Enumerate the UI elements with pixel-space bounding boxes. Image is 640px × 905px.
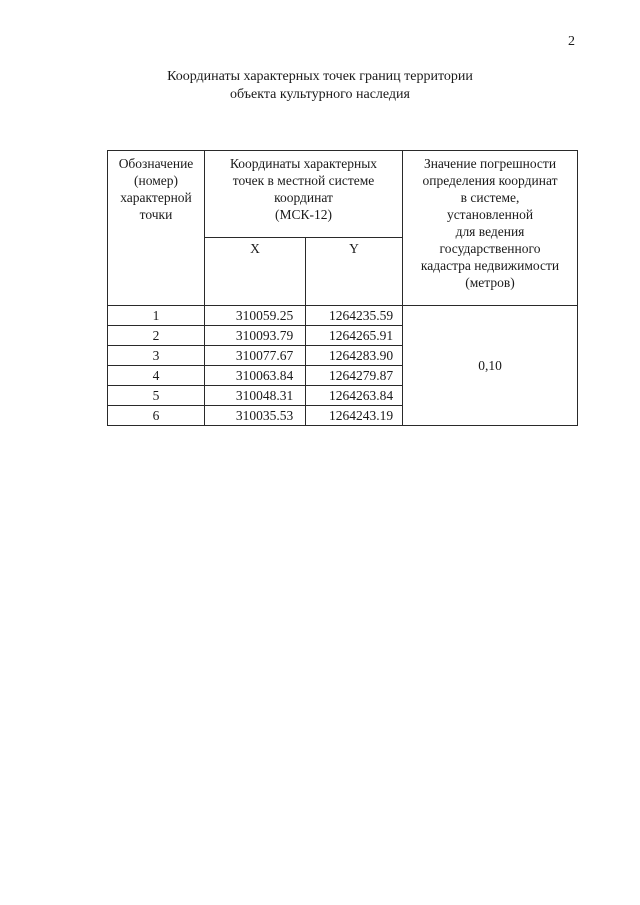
header-error-line: (метров) — [465, 275, 515, 290]
coord-x: 310059.25 — [205, 306, 306, 326]
coord-x: 310077.67 — [205, 346, 306, 366]
header-error-line: в системе, — [460, 190, 520, 205]
table-row — [108, 306, 578, 326]
header-error-line: кадастра недвижимости — [420, 258, 560, 273]
header-error-line: определения координат — [422, 173, 558, 188]
point-number: 2 — [108, 326, 205, 346]
header-x: X — [205, 238, 306, 306]
point-number: 3 — [108, 346, 205, 366]
header-point-line: точки — [139, 207, 173, 222]
header-error-line: для ведения — [455, 224, 525, 239]
header-row — [108, 151, 578, 238]
point-number: 5 — [108, 386, 205, 406]
header-error-line: Значение погрешности — [423, 156, 557, 171]
point-number: 6 — [108, 406, 205, 426]
header-coords-line: координат — [274, 190, 333, 205]
coord-y: 1264263.84 — [306, 386, 403, 406]
page-number: 2 — [568, 34, 575, 49]
document-title — [0, 68, 640, 104]
header-error-line: государственного — [439, 241, 541, 256]
header-y: Y — [306, 238, 403, 306]
header-point-line: Обозначение — [118, 156, 194, 171]
header-coords-line: точек в местной системе — [232, 173, 375, 188]
header-coords-line: (МСК-12) — [275, 207, 332, 222]
header-point-line: (номер) — [134, 173, 178, 188]
header-point-designation — [108, 151, 205, 306]
coord-y: 1264243.19 — [306, 406, 403, 426]
coord-y: 1264283.90 — [306, 346, 403, 366]
point-number: 1 — [108, 306, 205, 326]
header-point-line: характерной — [120, 190, 192, 205]
coord-x: 310093.79 — [205, 326, 306, 346]
header-error-line: установленной — [446, 207, 534, 222]
error-value: 0,10 — [403, 306, 578, 426]
coord-y: 1264279.87 — [306, 366, 403, 386]
header-error-value — [403, 151, 578, 306]
title-line-2: объекта культурного наследия — [230, 87, 410, 102]
coordinates-table — [107, 150, 578, 426]
coord-y: 1264235.59 — [306, 306, 403, 326]
coord-x: 310035.53 — [205, 406, 306, 426]
title-line-1: Координаты характерных точек границ территории — [167, 69, 473, 84]
header-coordinates — [205, 151, 403, 238]
coord-x: 310048.31 — [205, 386, 306, 406]
header-coords-line: Координаты характерных — [229, 156, 378, 171]
coord-y: 1264265.91 — [306, 326, 403, 346]
point-number: 4 — [108, 366, 205, 386]
coord-x: 310063.84 — [205, 366, 306, 386]
